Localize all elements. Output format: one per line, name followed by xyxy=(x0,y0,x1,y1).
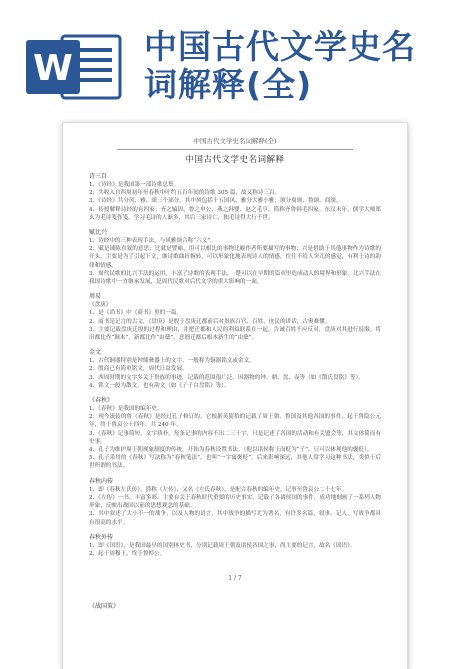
word-icon-letter: W xyxy=(33,48,73,89)
paragraph: 4、孔子为维护周王朝现象制度的传统，开始为春秋设置书法。（他以诸侯称王而贬为“子”，只可以体现他的褒贬）。 xyxy=(89,447,373,454)
paragraph: 1、古代铜器特别是钟鼎彝器上的文字，一般称为铜器铭文或金文。 xyxy=(89,358,255,365)
paragraph: 1、《春秋》是我国的编年史。 xyxy=(89,406,163,413)
document-title: 中国古代文学史名词解释 xyxy=(185,155,285,165)
document-page[interactable] xyxy=(62,122,408,669)
running-head: 中国古代文学史名词解释(全) xyxy=(117,137,353,150)
paragraph: 2、现今流传的鲁《春秋》是经过孔子修订的。它根据英简拾的记载了周王朝、鲁国及其他各国的事件，起于鲁隐公元年，终于鲁哀公十四年，共 240 年。 xyxy=(89,414,381,429)
paragraph: 2、共收入自西周初年至春秋中叶约五百年间的诗歌 305 篇，故又称诗三百。 xyxy=(89,190,281,197)
section-title: 春秋外传 xyxy=(89,533,114,541)
paragraph: 2、赋是铺陈直叙的意思；比就是譬喻，用可以相比的事物比喻作者所要描写的事物；兴是借助于其他事物作为诗歌的开头，主要是为了引起下文，继诗歌曲折婉转，可以形象化地表现诗人的情感，往往不给人突兀的感觉，有利于诗的韵律和情感。 xyxy=(89,246,381,269)
paragraph: 3、周代民歌的比兴手法的运用，丰富了诗歌的表现手法， 楚可以在早期的篇章里造成动人的境界和形象。比兴手法在我国诗歌中一直继承发展，是周代民歌对后代文学的重大影响的一面。 xyxy=(89,270,381,286)
paragraph: 4、铭文一般为散文，也有韵文（如《子子白盘铭》等）。 xyxy=(89,382,230,389)
paragraph: 3、《诗经》共分风、雅、颂三个部分，其中风包括十五国风，雅分大雅小雅，颂分周颂、鲁颂、商颂。 xyxy=(89,198,342,205)
paragraph: 《盘庚》 xyxy=(89,302,112,309)
banner-title xyxy=(144,28,469,104)
document-body xyxy=(89,172,381,558)
next-section-title: 《战国策》 xyxy=(89,603,120,610)
word-document-icon xyxy=(22,30,126,104)
document-section xyxy=(89,348,381,390)
section-title: 《春秋》 xyxy=(89,397,114,405)
section-title: 周易 xyxy=(89,293,102,301)
paragraph: 2、商书是记言的古文，《盘庚》是殷王盘庚迁都前后对贵族百官、百姓、庶民的讲话，古奥难懂。 xyxy=(89,318,331,325)
paragraph: 3、其中叙述了大小不一的战争，以及人物的语言，其中战争的描写尤为著名，有许多名篇，叙事、记人、写战争都具有很高的水平。 xyxy=(89,511,381,526)
document-section xyxy=(89,228,381,286)
document-section xyxy=(89,396,381,471)
banner-title-line-1: 中国古代文学史名 xyxy=(144,27,416,66)
paragraph: 1、是《尚书》中《商书》里的一篇。 xyxy=(89,310,183,317)
document-section xyxy=(89,533,381,558)
paragraph: 1、即《春秋左氏传》，简称《左传》，又名《左氏春秋》，是配合春秋的编年史。记事至鲁哀公二十七年。 xyxy=(89,486,348,493)
paragraph: 2、起于周穆王，终于鲁悼公。 xyxy=(89,550,166,557)
paragraph: 5、孔子采用的《春秋》写法称为“春秋笔法”，也叫“一字寓褒贬”，后来影响深远，其他人常学习这种书法，类似于后世所谓的书法。 xyxy=(89,455,381,470)
banner xyxy=(0,0,474,130)
paragraph: 1、诗经中的三种表现手法，与风雅颂合称“六义”。 xyxy=(89,238,216,245)
paragraph: 3、《春秋》记事简短，文字质朴，每条记事的内容不出二三十字，只是记述了各国的活动和有关盟会等，其文体简而有史事。 xyxy=(89,430,381,445)
banner-title-line-2: 词解释(全) xyxy=(144,65,313,104)
section-title: 金文 xyxy=(89,349,102,357)
section-title: 诗三百 xyxy=(89,173,108,180)
paragraph: 2、殷商已有简单铭文，周代日益发展。 xyxy=(89,366,188,373)
section-title: 春秋内传 xyxy=(89,477,114,485)
paragraph: 4、传授解释诗经的有四家：齐之辕固、鲁之申公、燕之韩婴、赵之毛亨，简称齐鲁韩毛四家。东汉末年，儒学大师郑玄为毛诗笺作笺，学习毛诗的人渐多，其后三家诗亡，独毛诗得大行于世。 xyxy=(89,206,381,221)
page-number: 1 / 7 xyxy=(228,575,242,582)
paragraph: 3、主要记载盘庚迁殷的过程和理由，并把迁都和人民的利益联系在一起，告诫百姓不应反对，盘庚对其进行说服。将旧都比作“颠木”，新都比作“由蘖”，意谓迁都后根本新生的“由蘖”。 xyxy=(89,326,381,342)
paragraph: 1、《诗经》是我国第一部诗歌总集。 xyxy=(89,182,180,188)
document-section xyxy=(89,172,381,222)
paragraph: 1、即《国语》，是我国最早的国别体史书，分别记载周王朝及诸侯各国之事，尚主要的记言，故名《国语》。 xyxy=(89,542,356,549)
section-title: 赋比兴 xyxy=(89,229,108,237)
paragraph: 3、西周时期的文字多关于贵族的事迹，记载的范围很广泛，因器物的钟、鼎、盘、壶等（如《散氏盘铭》等）。 xyxy=(89,374,364,381)
document-section xyxy=(89,477,381,527)
paragraph: 2、《左传》一书，丰富多彩，主要有关于春秋时代重要的历史事实，记载了各诸侯国的事件，成功地刻画了一系列人物形象，反映出战国以前的思想观念的基础。 xyxy=(89,494,381,510)
document-section xyxy=(89,292,381,342)
